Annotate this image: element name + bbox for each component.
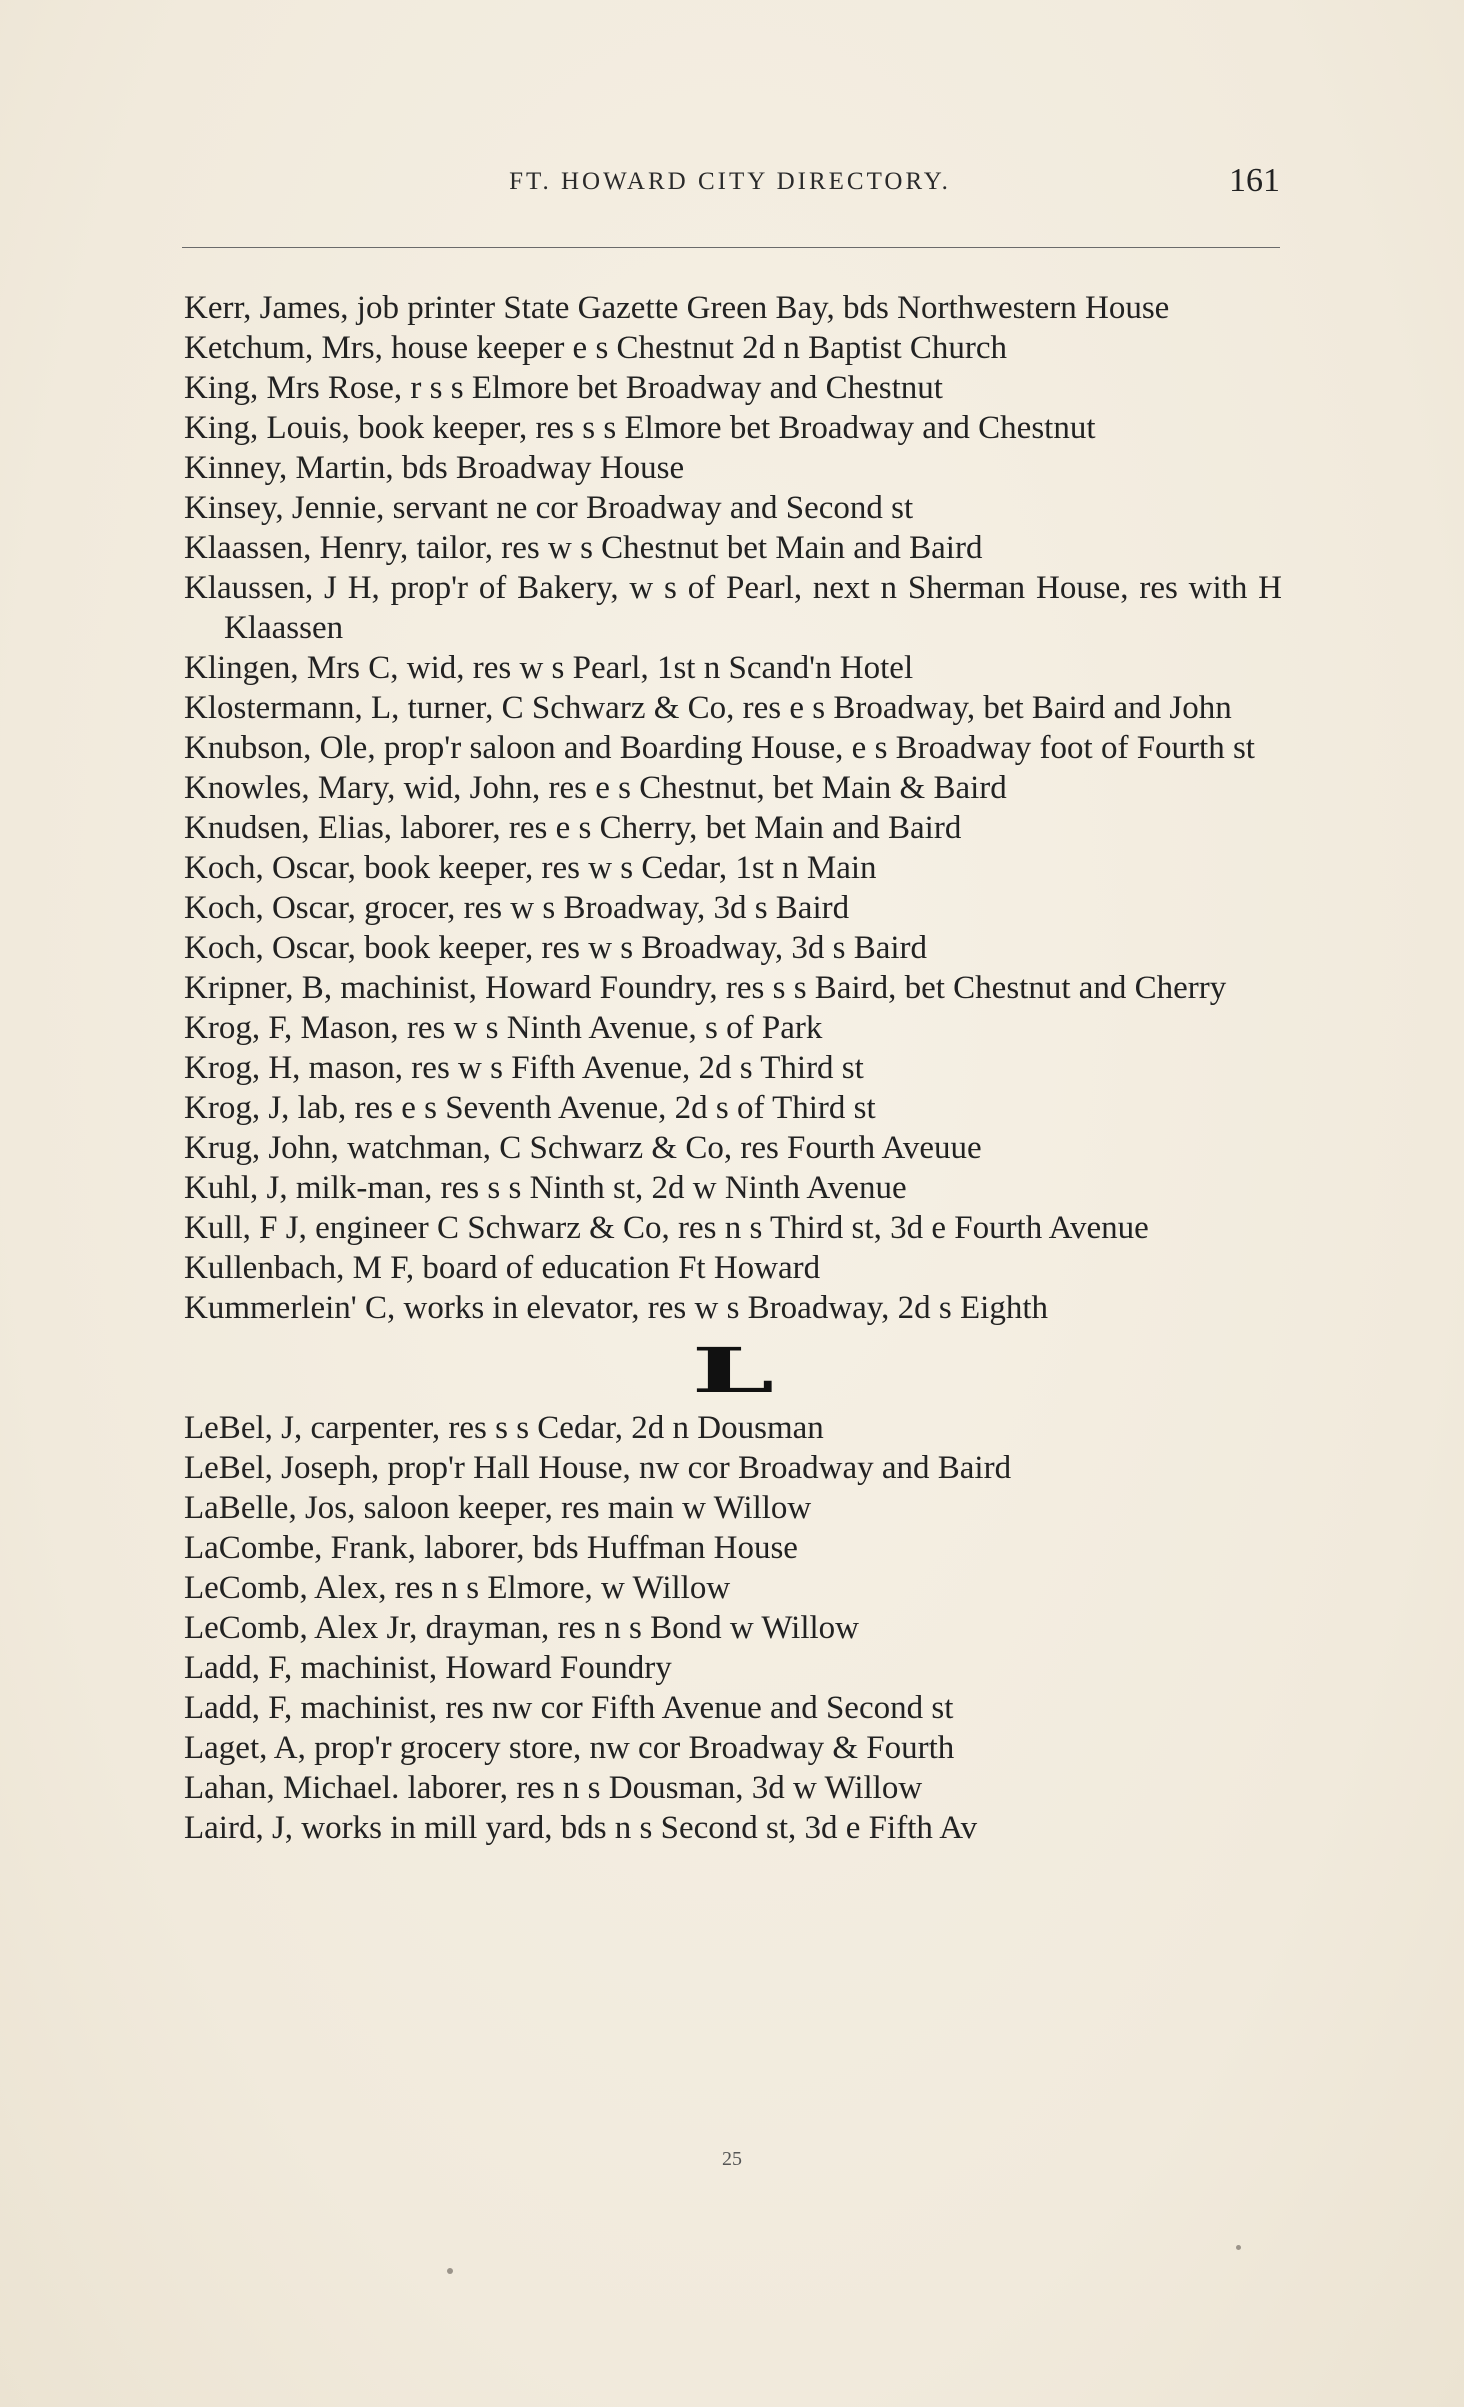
- directory-entry: Laget, A, prop'r grocery store, nw cor Broadway & Fourth: [184, 1730, 955, 1766]
- directory-entry: Kuhl, J, milk-man, res s s Ninth st, 2d w Ninth Avenue: [184, 1170, 907, 1206]
- directory-entry: Ladd, F, machinist, res nw cor Fifth Avenue and Second st: [184, 1690, 954, 1726]
- directory-entry: Klaassen, Henry, tailor, res w s Chestnut bet Main and Baird: [184, 530, 983, 566]
- directory-entry: LeBel, J, carpenter, res s s Cedar, 2d n Dousman: [184, 1410, 824, 1446]
- directory-entry: Kerr, James, job printer State Gazette Green Bay, bds Northwestern House: [184, 290, 1170, 326]
- directory-entry: Kinney, Martin, bds Broadway House: [184, 450, 685, 486]
- directory-entry: Krog, F, Mason, res w s Ninth Avenue, s of Park: [184, 1010, 823, 1046]
- directory-entry: Laird, J, works in mill yard, bds n s Second st, 3d e Fifth Av: [184, 1810, 978, 1846]
- directory-entry: Krog, J, lab, res e s Seventh Avenue, 2d s of Third st: [184, 1090, 876, 1126]
- running-head: [180, 162, 1280, 206]
- directory-entry: Kripner, B, machinist, Howard Foundry, res s s Baird, bet Chestnut and Cherry: [184, 970, 1227, 1006]
- paper-speck: [1236, 2245, 1241, 2250]
- directory-entry: Kullenbach, M F, board of education Ft Howard: [184, 1250, 821, 1286]
- directory-entry: King, Louis, book keeper, res s s Elmore bet Broadway and Chestnut: [184, 410, 1096, 446]
- directory-entry: Ladd, F, machinist, Howard Foundry: [184, 1650, 672, 1686]
- directory-entry: LeComb, Alex Jr, drayman, res n s Bond w Willow: [184, 1610, 860, 1646]
- directory-entry: Kummerlein' C, works in elevator, res w s Broadway, 2d s Eighth: [184, 1290, 1048, 1326]
- directory-entry: Lahan, Michael. laborer, res n s Dousman, 3d w Willow: [184, 1770, 923, 1806]
- directory-entry: Koch, Oscar, grocer, res w s Broadway, 3d s Baird: [184, 890, 850, 926]
- directory-entry: Knubson, Ole, prop'r saloon and Boarding House, e s Broadway foot of Fourth st: [184, 730, 1255, 766]
- directory-entry: Knudsen, Elias, laborer, res e s Cherry, bet Main and Baird: [184, 810, 962, 846]
- directory-entry: LaBelle, Jos, saloon keeper, res main w Willow: [184, 1490, 812, 1526]
- section-letter: L: [691, 1334, 775, 1407]
- directory-entry: Ketchum, Mrs, house keeper e s Chestnut 2d n Baptist Church: [184, 330, 1008, 366]
- section-heading-letter: [184, 1336, 1282, 1406]
- directory-entry: LeComb, Alex, res n s Elmore, w Willow: [184, 1570, 731, 1606]
- directory-entry: Koch, Oscar, book keeper, res w s Broadway, 3d s Baird: [184, 930, 928, 966]
- directory-entry: Klaussen, J H, prop'r of Bakery, w s of Pearl, next n Sherman House, res with H Klaassen: [184, 570, 1282, 646]
- directory-entry: LeBel, Joseph, prop'r Hall House, nw cor Broadway and Baird: [184, 1450, 1012, 1486]
- signature-mark: 25: [722, 2148, 742, 2170]
- directory-entry: Kinsey, Jennie, servant ne cor Broadway and Second st: [184, 490, 914, 526]
- running-title: FT. HOWARD CITY DIRECTORY.: [509, 168, 951, 195]
- paper-speck: [447, 2268, 453, 2274]
- directory-entry: Krug, John, watchman, C Schwarz & Co, res Fourth Aveuue: [184, 1130, 982, 1166]
- directory-entry: Knowles, Mary, wid, John, res e s Chestnut, bet Main & Baird: [184, 770, 1007, 806]
- directory-entry: LaCombe, Frank, laborer, bds Huffman House: [184, 1530, 798, 1566]
- directory-entry: Klostermann, L, turner, C Schwarz & Co, res e s Broadway, bet Baird and John: [184, 690, 1232, 726]
- page-number: 161: [1229, 162, 1280, 199]
- directory-entry: Kull, F J, engineer C Schwarz & Co, res n s Third st, 3d e Fourth Avenue: [184, 1210, 1149, 1246]
- directory-entries: [184, 288, 1282, 1848]
- directory-entry: Koch, Oscar, book keeper, res w s Cedar, 1st n Main: [184, 850, 877, 886]
- header-rule: [182, 247, 1280, 248]
- directory-entry: King, Mrs Rose, r s s Elmore bet Broadway and Chestnut: [184, 370, 943, 406]
- directory-entry: Klingen, Mrs C, wid, res w s Pearl, 1st n Scand'n Hotel: [184, 650, 914, 686]
- directory-entry: Krog, H, mason, res w s Fifth Avenue, 2d s Third st: [184, 1050, 864, 1086]
